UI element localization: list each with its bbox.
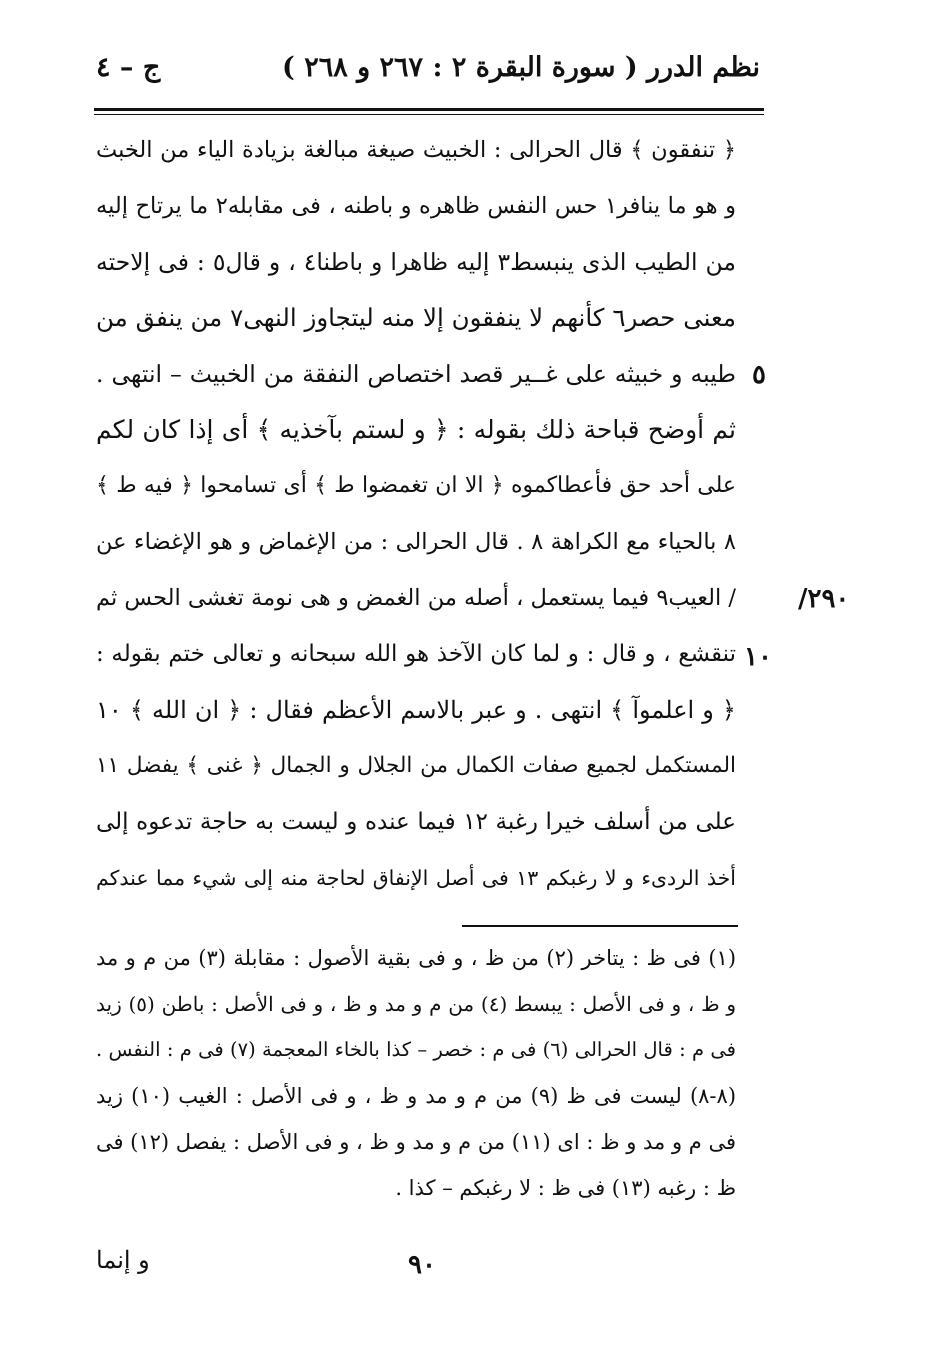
text-line: ثم أوضح قباحة ذلك بقوله : ﴿ و لستم بآخذيه ﴾ أى إذا كان لكم bbox=[96, 415, 736, 444]
text-line: تنقشع ، و قال : و لما كان الآخذ هو الله سبحانه و تعالى ختم بقوله : bbox=[96, 641, 736, 667]
text-line: ٨ بالحياء مع الكراهة ٨ . قال الحرالى : من الإغماض و هو الإغضاء عن bbox=[96, 529, 736, 555]
text-line: ﴿ تنفقون ﴾ قال الحرالى : الخبيث صيغة مبالغة بزيادة الياء من الخبث bbox=[96, 137, 736, 163]
text-line: معنى حصر٦ كأنهم لا ينفقون إلا منه ليتجاوز النهى٧ من ينفق من bbox=[96, 303, 736, 332]
footnote-line: ظ : رغبه (١٣) فى ظ : لا رغبكم – كذا . bbox=[395, 1176, 736, 1200]
footnote-line: (١) فى ظ : يتاخر (٢) من ظ ، و فى بقية الأصول : مقابلة (٣) من م و مد bbox=[96, 946, 736, 970]
line-number-10: ١٠ bbox=[744, 642, 772, 672]
footnote-line: (٨-٨) ليست فى ظ (٩) من م و مد و ظ ، و فى الأصل : الغيب (١٠) زيد bbox=[96, 1084, 736, 1108]
footnote-line: فى م : قال الحرالى (٦) فى م : خصر – كذا بالخاء المعجمة (٧) فى م : النفس . bbox=[96, 1038, 736, 1061]
footnote-line: و ظ ، و فى الأصل : يبسط (٤) من م و مد و ظ ، و فى الأصل : باطن (٥) زيد bbox=[96, 992, 736, 1016]
running-header-book-title: نظم الدرر bbox=[646, 52, 760, 83]
text-line: على أحد حق فأعطاكموه ﴿ الا ان تغمضوا ط ﴾ أى تسامحوا ﴿ فيه ط ﴾ bbox=[96, 473, 736, 498]
text-line: أخذ الردىء و لا رغبكم ١٣ فى أصل الإنفاق لحاجة منه إلى شيء مما عندكم bbox=[96, 866, 736, 890]
line-number-5: ٥ bbox=[752, 360, 766, 390]
text-line: ﴿ و اعلموآ ﴾ انتهى . و عبر بالاسم الأعظم فقال : ﴿ ان الله ﴾ ١٠ bbox=[96, 696, 736, 724]
text-line: و هو ما ينافر١ حس النفس ظاهره و باطنه ، فى مقابله٢ ما يرتاح إليه bbox=[96, 193, 736, 219]
running-header-surah-reference: ( سورة البقرة ٢ : ٢٦٧ و ٢٦٨ ) bbox=[282, 52, 638, 83]
page-number: ٩٠ bbox=[408, 1250, 436, 1280]
footnote-line: فى م و مد و ظ : اى (١١) من م و مد و ظ ، و فى الأصل : يفصل (١٢) فى bbox=[96, 1130, 736, 1154]
catchword: و إنما bbox=[96, 1246, 150, 1274]
running-header-part-number: ج – ٤ bbox=[96, 52, 161, 83]
text-line: / العيب٩ فيما يستعمل ، أصله من الغمض و هى نومة تغشى الحس ثم bbox=[96, 585, 736, 611]
text-line: على من أسلف خيرا رغبة ١٢ فيما عنده و ليست به حاجة تدعوه إلى bbox=[96, 809, 736, 835]
header-rule-thin bbox=[94, 114, 764, 115]
manuscript-page-marker: /٢٩٠ bbox=[798, 584, 850, 614]
text-line: المستكمل لجميع صفات الكمال من الجلال و الجمال ﴿ غنى ﴾ يفضل ١١ bbox=[96, 753, 736, 778]
footnote-separator bbox=[462, 925, 738, 927]
header-rule-thick bbox=[94, 108, 764, 111]
text-line: طيبه و خبيثه على غــير قصد اختصاص النفقة من الخبيث – انتهى . bbox=[96, 360, 736, 388]
text-line: من الطيب الذى ينبسط٣ إليه ظاهرا و باطنا٤ ، و قال٥ : فى إلاحته bbox=[96, 248, 736, 276]
